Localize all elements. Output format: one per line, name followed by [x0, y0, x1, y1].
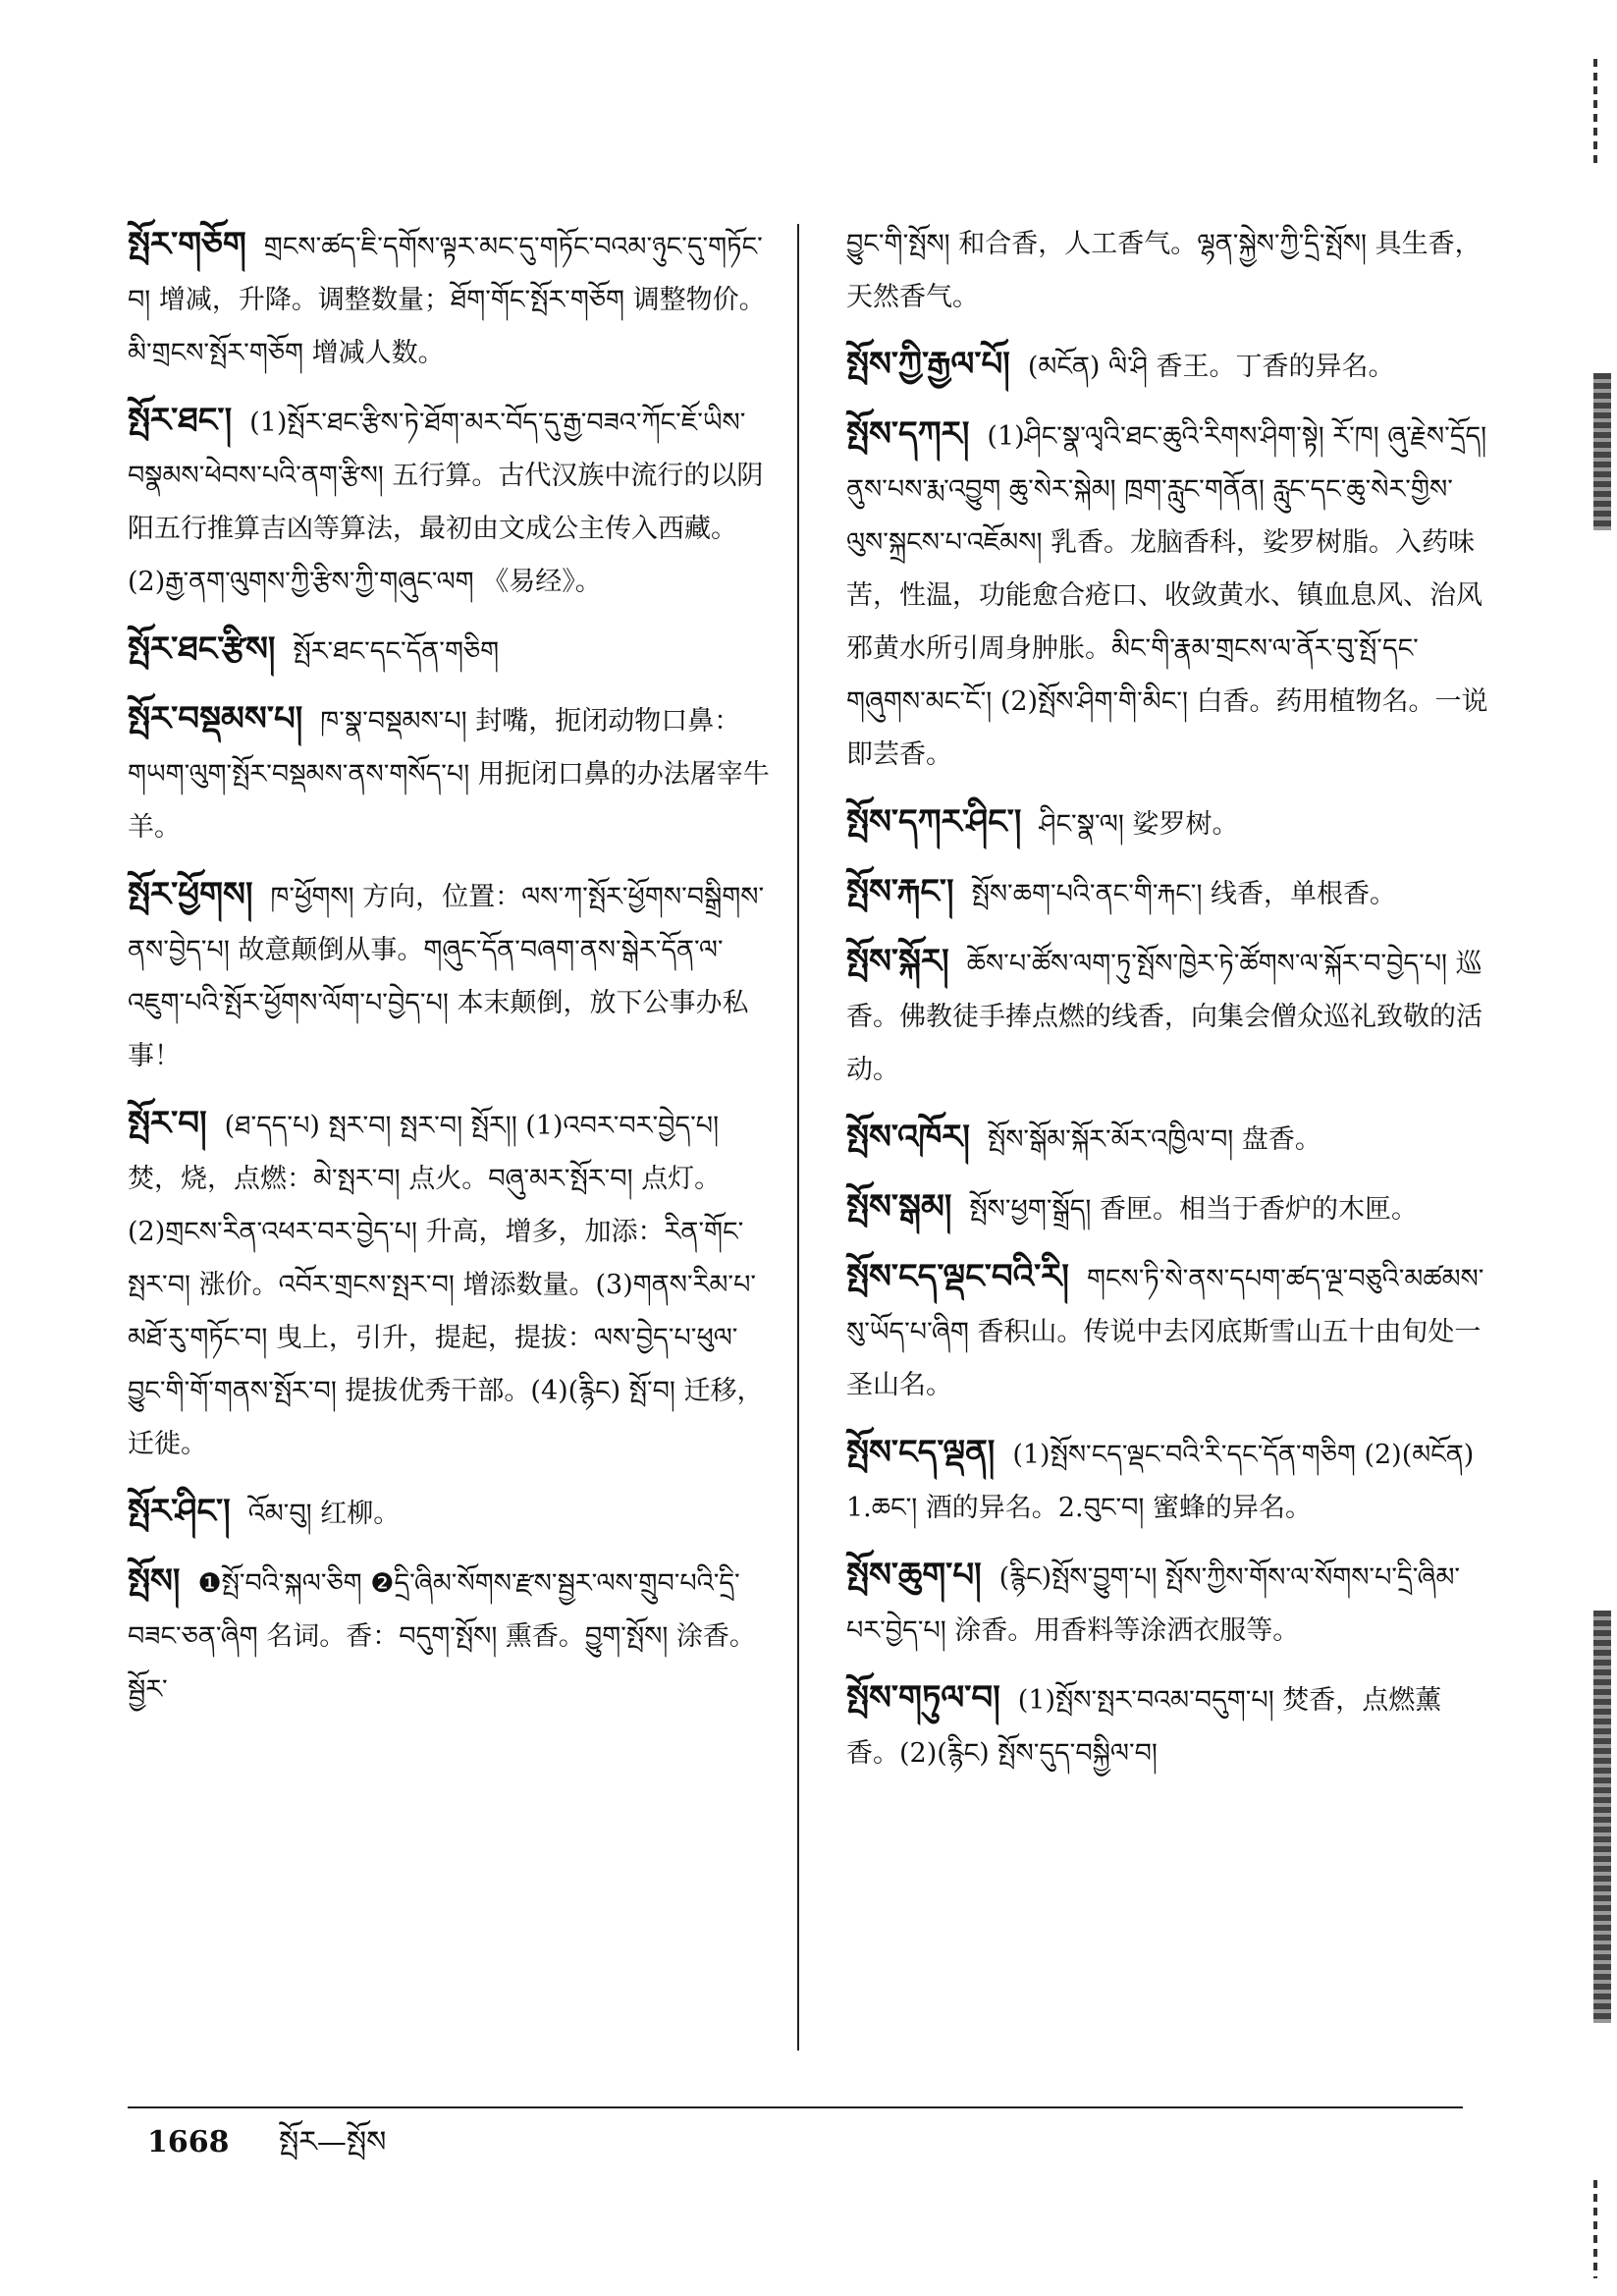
- dictionary-entry: [846, 1111, 1494, 1167]
- entry-definition: སྤོར་ཐང་དང་དོན་གཅིག: [293, 636, 500, 667]
- page-number: 1668: [147, 2125, 230, 2159]
- entry-definition: ཆོས་པ་ཚོས་ལག་ཏུ་སྤོས་ཁྱེར་ཏེ་ཚོགས་ལ་སྐོར་བ་བྱེད་པ། 巡香。佛教徒手捧点燃的线香，向集会僧众巡礼致敬的活动。: [846, 949, 1482, 1085]
- entry-headword: སྤོར་བ།: [128, 1104, 207, 1143]
- entry-headword: སྤོས་ཀྱི་རྒྱལ་པོ།: [846, 345, 1010, 384]
- entry-headword: སྤོར་གཅོག: [128, 225, 246, 264]
- entry-headword: སྤོར་ཤིང་།: [128, 1492, 231, 1531]
- entry-definition: གངས་ཏི་སེ་ནས་དཔག་ཚད་ལྔ་བཅུའི་མཚམས་སུ་ཡོད་པ་ཞིག 香积山。传说中去冈底斯雪山五十由旬处一圣山名。: [846, 1264, 1484, 1400]
- column-divider: [797, 224, 799, 2050]
- entry-definition: སྤོས་སྒོམ་སྐོར་མོར་འཁྱིལ་བ། 盘香。: [987, 1124, 1321, 1155]
- scan-edge-mark: [1593, 59, 1597, 167]
- dictionary-entry: [128, 1555, 776, 1717]
- entry-definition: ཁ་སྣ་བསྡམས་པ། 封嘴，扼闭动物口鼻：གཡག་ལུག་སྤོར་བསྡམས་ནས་གསོད་པ། 用扼闭口鼻的办法屠宰牛羊。: [128, 706, 770, 843]
- entry-definition: སྤོས་ཆག་པའི་ནང་གི་རྐང་། 线香，单根香。: [971, 879, 1397, 909]
- entry-definition: ཤིང་སྣ་ལ། 娑罗树。: [1039, 809, 1239, 840]
- scan-edge-mark: [1593, 1611, 1611, 2023]
- entry-headword: སྤོར་བསྡམས་པ།: [128, 699, 303, 738]
- scan-edge-mark: [1593, 373, 1611, 530]
- entry-definition: བྱུང་གི་སྤོས། 和合香，人工香气。ལྷན་སྐྱེས་ཀྱི་དྲི་སྤོས། 具生香，天然香气。: [846, 229, 1482, 312]
- entry-definition: (ཐ་དད་པ) སྤར་བ། སྤར་བ། སྤོར།། (1)འབར་བར་བྱེད་པ། 焚，烧，点燃：མེ་སྤར་བ། 点火。བཞུ་མར་སྤོར་བ། 点灯。(2)གྲངས་རིན་འཕར་བར་བྱེད་པ། 升高，增多，加添：རིན་གོང་སྤར་བ། 涨价。འབོར་གྲངས་སྤར་བ། 增添数量。(3)གནས་རིམ་པ་མཐོ་རུ་གཏོང་བ། 曳上，引升，提起，提拔：ལས་བྱེད་པ་ཕུལ་བྱུང་གི་གོ་གནས་སྤོར་བ། 提拔优秀干部。(4)(རྙིང) སྤོ་བ། 迁移，迁徙。: [128, 1111, 764, 1459]
- entry-definition: (1)ཤིང་སྣ་ལྭའི་ཐང་ཆུའི་རིགས་ཤིག་སྟེ། ཪོ་ཁ། ཞུ་རྗེས་དྲོད། ནུས་པས་རྨ་འབྱུག ཆུ་སེར་སྐེམ། ཁྲག་རླུང་གནོན། རླུང་དང་ཆུ་སེར་གྱིས་ལུས་སྐྲངས་པ་འཇོམས། 乳香。龙脑香科，娑罗树脂。入药味苦，性温，功能愈合疮口、收敛黄水、镇血息风、治风邪黄水所引周身肿胀。མིང་གི་རྣམ་གྲངས་ལ་ནོར་བུ་སྤོ་དང་གཞུགས་མང་ངོ་། (2)སྤོས་ཤིག་གི་མིང་། 白香。药用植物名。一说即芸香。: [846, 421, 1488, 770]
- dictionary-entry: [846, 1250, 1494, 1412]
- footer-rule: [128, 2106, 1463, 2108]
- entry-definition: (1)སྤོས་ངད་ལྡང་བའི་རི་དང་དོན་གཅིག (2)(མངོན) 1.ཆང་། 酒的异名。2.བུང་བ། 蜜蜂的异名。: [846, 1440, 1475, 1523]
- entry-definition: གྲངས་ཚད་ཇི་དགོས་ལྟར་མང་དུ་གཏོང་བའམ་ཉུང་དུ་གཏོང་བ། 增减，升降。调整数量；ཐོག་གོང་སྤོར་གཅོག 调整物价。མི་གྲངས་སྤོར་གཅོག 增减人数。: [128, 232, 766, 368]
- entry-definition: ཁ་ཕྱོགས། 方向，位置：ལས་ཀ་སྤོར་ཕྱོགས་བསྒྲིགས་ནས་བྱེད་པ། 故意颠倒从事。གཞུང་དོན་བཞག་ནས་སྒེར་དོན་ལ་འཇུག་པའི་སྤོར་ཕྱོགས་ལོག་པ་བྱེད་པ། 本末颠倒，放下公事办私事！: [128, 882, 765, 1071]
- scan-edge-mark: [1593, 2180, 1597, 2278]
- dictionary-entry: [846, 865, 1494, 921]
- entry-headword: སྤོས་འཁོར།: [846, 1118, 970, 1157]
- entry-headword: སྤོས་ཆུག་པ།: [846, 1556, 982, 1595]
- dictionary-entry: [846, 218, 1494, 324]
- entry-headword: སྤོས་སྒམ།: [846, 1187, 952, 1227]
- dictionary-entry: [128, 394, 776, 609]
- entry-headword: སྤོས་གཏུལ་བ།: [846, 1678, 1000, 1718]
- entry-definition: (རྙིང)སྤོས་བྱུག་པ། སྤོས་ཀྱིས་གོས་ལ་སོགས་པ་དྲི་ཞིམ་པར་བྱེད་པ། 涂香。用香料等涂洒衣服等。: [846, 1562, 1461, 1646]
- entry-headword: སྤོས་ངད་ལྡན།: [846, 1433, 996, 1472]
- dictionary-entry: [128, 692, 776, 854]
- entry-headword: སྤོས་སྐོར།: [846, 942, 949, 981]
- entry-definition: ❶སྤོ་བའི་སྐལ་ཅིག ❷དྲི་ཞིམ་སོགས་རྫས་སྦྱར་ལས་གྲུབ་པའི་དྲི་བཟང་ཅན་ཞིག 名词。香：བདུག་སྤོས། 熏香。བྱུག་སྤོས། 涂香。སྦྱོར་: [128, 1568, 756, 1705]
- dictionary-entry: [846, 1180, 1494, 1236]
- dictionary-entry: [846, 338, 1494, 394]
- dictionary-entry: [846, 1549, 1494, 1658]
- right-column: [846, 218, 1494, 1794]
- entry-headword: སྤོར་ཐང་རྩིས།: [128, 629, 276, 669]
- entry-headword: སྤོས།: [128, 1561, 181, 1601]
- entry-headword: སྤོར་ཐང་།: [128, 401, 233, 440]
- entry-headword: སྤོར་ཕྱོགས།: [128, 875, 253, 914]
- entry-headword: སྤོས་དཀར་ཤིང་།: [846, 802, 1022, 842]
- dictionary-entry: [846, 1426, 1494, 1535]
- page-footer: [147, 2109, 386, 2192]
- entry-definition: སྤོས་ཕྱག་སྒྲོད། 香匣。相当于香炉的木匣。: [969, 1194, 1418, 1225]
- entry-definition: (1)སྤོས་སྤར་བའམ་བདུག་པ། 焚香，点燃薰香。(2)(རྙིང) སྤོས་དུད་བསྐྱིལ་བ།: [846, 1685, 1442, 1769]
- entry-definition: (1)སྤོར་ཐང་རྩིས་ཏེ་ཐོག་མར་བོད་དུ་རྒྱ་བཟའ་ཀོང་ཇོ་ཡིས་བསྣམས་ཕེབས་པའི་ནག་རྩིས། 五行算。古代汉族中流行的以阴阳五行推算吉凶等算法，最初由文成公主传入西藏。(2)རྒྱ་ནག་ལུགས་ཀྱི་རྩིས་ཀྱི་གཞུང་ལག 《易经》。: [128, 408, 764, 597]
- entry-definition: (མངོན) ལི་ཤི 香王。丁香的异名。: [1027, 352, 1395, 382]
- dictionary-entry: [846, 408, 1494, 782]
- entry-definition: འོམ་བུ། 红柳。: [247, 1499, 401, 1529]
- dictionary-entry: [846, 795, 1494, 851]
- entry-headword: སྤོས་དཀར།: [846, 414, 970, 454]
- entry-headword: སྤོས་རྐང་།: [846, 872, 954, 911]
- dictionary-entry: [128, 623, 776, 679]
- dictionary-entry: [128, 1097, 776, 1471]
- page-range: སྤོར—སྤོས: [278, 2125, 387, 2159]
- dictionary-entry: [128, 1485, 776, 1541]
- dictionary-entry: [846, 1671, 1494, 1780]
- entry-headword: སྤོས་ངད་ལྡང་བའི་རི།: [846, 1257, 1069, 1296]
- left-column: [128, 218, 776, 1730]
- dictionary-entry: [128, 218, 776, 380]
- dictionary-entry: [128, 868, 776, 1083]
- dictionary-entry: [846, 935, 1494, 1097]
